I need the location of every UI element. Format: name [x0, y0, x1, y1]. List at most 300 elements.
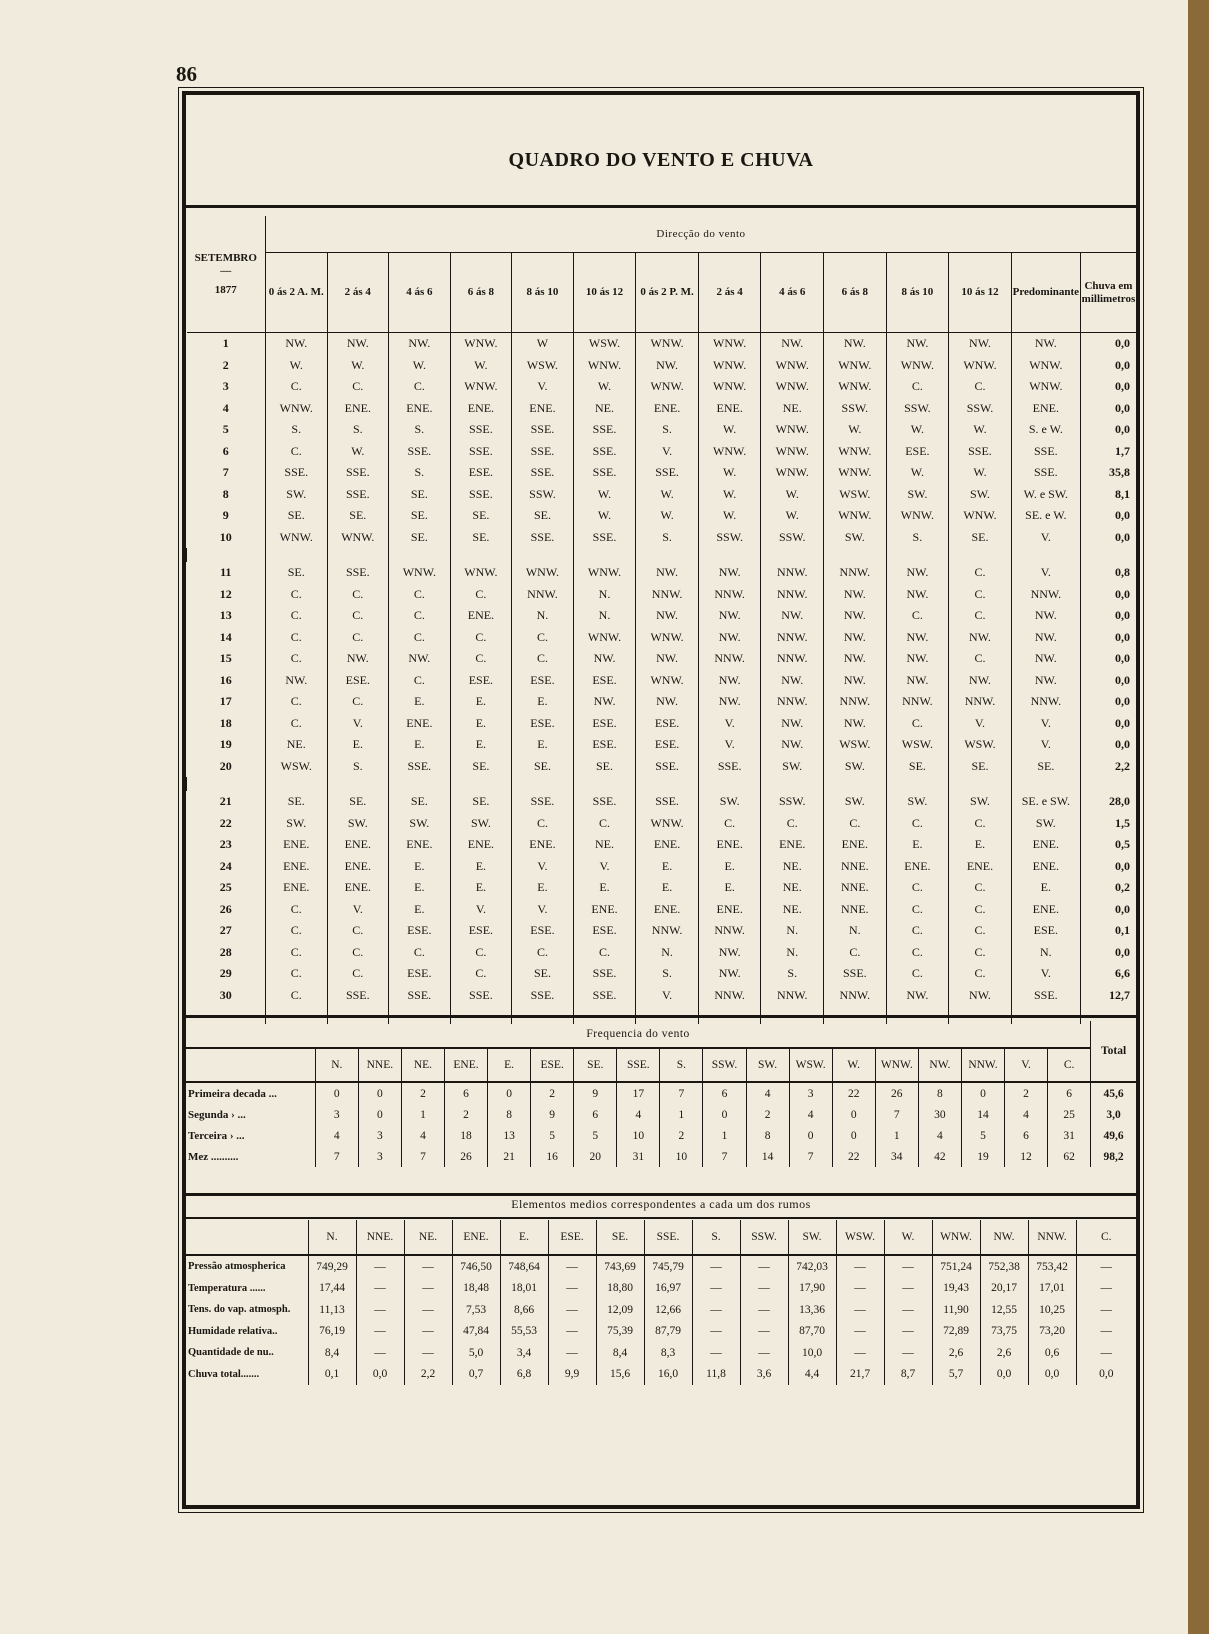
day-cell: 30: [219, 987, 232, 1002]
dash-cell: —: [219, 1007, 232, 1022]
wind-cell: SSW.: [761, 791, 824, 813]
frequency-row-label: Segunda › ...: [188, 1108, 246, 1121]
elements-cell: 0,0: [980, 1364, 1028, 1386]
elements-cell: 17,90: [788, 1278, 836, 1300]
frequency-cell: 31: [1048, 1125, 1091, 1146]
table-row: [187, 877, 1137, 899]
elements-cell: —: [884, 1342, 932, 1364]
frequency-cell: 2: [660, 1125, 703, 1146]
wind-cell: C.: [886, 963, 949, 985]
wind-cell: W.: [573, 376, 636, 398]
wind-cell: WNW.: [450, 562, 512, 584]
wind-cell: C.: [389, 584, 451, 606]
wind-cell: NW.: [698, 691, 761, 713]
table-row: [187, 462, 1137, 484]
wind-cell: W. e SW.: [1011, 484, 1080, 506]
frequency-cell: 5: [531, 1125, 574, 1146]
frequency-cell: 4: [1005, 1104, 1048, 1125]
wind-cell: E.: [698, 877, 761, 899]
direction-column-header: 8 ás 10: [512, 253, 574, 333]
wind-cell: SE.: [389, 484, 451, 506]
dash-cell: —: [636, 1006, 699, 1024]
wind-cell: NW.: [824, 670, 887, 692]
wind-cell: C.: [824, 813, 887, 835]
elements-cell: 12,66: [644, 1299, 692, 1321]
frequency-column-header: NNW.: [961, 1048, 1004, 1082]
gap-cell: [1080, 777, 1136, 791]
wind-cell: SSW.: [761, 527, 824, 549]
wind-cell: SSW.: [698, 527, 761, 549]
wind-cell: SSE.: [327, 985, 389, 1007]
wind-cell: SE.: [886, 756, 949, 778]
wind-cell: SSE.: [636, 756, 699, 778]
frequency-cell: 21: [488, 1146, 531, 1167]
wind-cell: S.: [327, 419, 389, 441]
wind-cell: SSE.: [512, 419, 574, 441]
wind-cell: SE. e W.: [1011, 505, 1080, 527]
elements-cell: —: [884, 1255, 932, 1278]
wind-cell: SSW.: [886, 398, 949, 420]
wind-cell: W.: [636, 505, 699, 527]
table-row: [187, 484, 1137, 506]
elements-cell: —: [356, 1299, 404, 1321]
day-cell: 2: [222, 357, 229, 372]
wind-cell: ENE.: [636, 398, 699, 420]
wind-cell: ENE.: [636, 834, 699, 856]
wind-cell: WSW.: [949, 734, 1012, 756]
frequency-cell: 6: [1048, 1082, 1091, 1104]
wind-cell: W.: [949, 462, 1012, 484]
wind-cell: ENE.: [327, 856, 389, 878]
elements-rule: [186, 1193, 1136, 1196]
wind-cell: WNW.: [698, 376, 761, 398]
frequency-cell: 6: [703, 1082, 746, 1104]
wind-cell: C.: [389, 376, 451, 398]
day-cell: 1: [222, 336, 229, 351]
wind-cell: NNW.: [698, 985, 761, 1007]
frequency-cell: 7: [789, 1146, 832, 1167]
frequency-cell: 3: [358, 1125, 401, 1146]
wind-cell: WNW.: [698, 333, 761, 355]
elements-cell: 13,36: [788, 1299, 836, 1321]
wind-cell: SE.: [573, 756, 636, 778]
frequency-total: 98,2: [1091, 1146, 1136, 1167]
table-row: [186, 1125, 1136, 1146]
frequency-cell: 25: [1048, 1104, 1091, 1125]
wind-cell: SSE.: [512, 527, 574, 549]
wind-cell: C.: [512, 813, 574, 835]
wind-cell: SW.: [824, 527, 887, 549]
day-cell: 29: [219, 966, 232, 981]
day-cell: 9: [222, 508, 229, 523]
frequency-cell: 34: [875, 1146, 918, 1167]
frequency-cell: 3: [315, 1104, 358, 1125]
elements-cell: 47,84: [452, 1321, 500, 1343]
wind-cell: E.: [636, 877, 699, 899]
wind-cell: C.: [886, 713, 949, 735]
wind-cell: W.: [886, 419, 949, 441]
frequency-cell: 10: [660, 1146, 703, 1167]
elements-row-label: Chuva total.......: [188, 1368, 260, 1380]
elements-cell: 746,50: [452, 1255, 500, 1278]
wind-cell: C.: [265, 942, 327, 964]
table-row: [187, 756, 1137, 778]
elements-column-header: WNW.: [932, 1220, 980, 1255]
frequency-cell: 4: [401, 1125, 444, 1146]
wind-cell: NW.: [573, 648, 636, 670]
wind-cell: V.: [512, 376, 574, 398]
wind-cell: SE.: [389, 791, 451, 813]
wind-cell: W.: [761, 484, 824, 506]
book-edge: [1188, 0, 1209, 1634]
table-row: [187, 713, 1137, 735]
rain-cell: 0,0: [1080, 505, 1136, 527]
elements-cell: 745,79: [644, 1255, 692, 1278]
frequency-cell: 7: [660, 1082, 703, 1104]
day-cell: 7: [222, 465, 229, 480]
table-row: [187, 899, 1137, 921]
wind-cell: SE.: [265, 791, 327, 813]
wind-cell: N.: [512, 605, 574, 627]
frequency-cell: 6: [1005, 1125, 1048, 1146]
wind-cell: SW.: [698, 791, 761, 813]
wind-cell: E.: [512, 877, 574, 899]
wind-cell: WSW.: [573, 333, 636, 355]
frequency-rule: [186, 1015, 1136, 1018]
elements-column-header: WSW.: [836, 1220, 884, 1255]
table-row: [186, 1321, 1136, 1343]
frequency-cell: 22: [832, 1146, 875, 1167]
elements-cell: 19,43: [932, 1278, 980, 1300]
wind-cell: E.: [886, 834, 949, 856]
wind-cell: NW.: [824, 584, 887, 606]
wind-cell: NW.: [698, 627, 761, 649]
wind-cell: S. e W.: [1011, 419, 1080, 441]
elements-cell: —: [692, 1321, 740, 1343]
elements-cell: —: [884, 1299, 932, 1321]
elements-column-header: N.: [308, 1220, 356, 1255]
wind-cell: S.: [265, 419, 327, 441]
wind-cell: NW.: [698, 942, 761, 964]
wind-cell: ESE.: [389, 963, 451, 985]
wind-cell: V.: [327, 713, 389, 735]
wind-cell: NW.: [761, 333, 824, 355]
wind-cell: WNW.: [761, 462, 824, 484]
frequency-column-header: W.: [832, 1048, 875, 1082]
wind-cell: SSE.: [573, 963, 636, 985]
wind-cell: W.: [698, 462, 761, 484]
elements-row-label: Temperatura ......: [188, 1282, 266, 1294]
rain-cell: 0,2: [1080, 877, 1136, 899]
frequency-cell: 0: [703, 1104, 746, 1125]
frequency-cell: 1: [401, 1104, 444, 1125]
wind-cell: C.: [327, 376, 389, 398]
elements-cell: —: [356, 1278, 404, 1300]
wind-cell: W.: [698, 484, 761, 506]
wind-cell: NW.: [886, 985, 949, 1007]
wind-cell: V.: [636, 985, 699, 1007]
elements-subrule: [186, 1217, 1136, 1219]
frequency-cell: 6: [574, 1104, 617, 1125]
elements-column-header: NNE.: [356, 1220, 404, 1255]
frequency-column-header: NNE.: [358, 1048, 401, 1082]
wind-cell: N.: [761, 920, 824, 942]
frequency-column-header: SE.: [574, 1048, 617, 1082]
wind-cell: ENE.: [1011, 398, 1080, 420]
table-row: [187, 648, 1137, 670]
elements-cell: 11,90: [932, 1299, 980, 1321]
frequency-cell: 13: [488, 1125, 531, 1146]
wind-cell: C.: [450, 942, 512, 964]
frequency-cell: 4: [789, 1104, 832, 1125]
gap-cell: [512, 777, 574, 791]
frequency-cell: 7: [703, 1146, 746, 1167]
dash-cell: —: [327, 1006, 389, 1024]
wind-cell: ENE.: [450, 605, 512, 627]
wind-cell: SSE.: [389, 441, 451, 463]
elements-header: Elementos medios correspondentes a cada um dos rumos: [511, 1197, 811, 1211]
elements-cell: —: [836, 1278, 884, 1300]
gap-cell: [1011, 548, 1080, 562]
elements-cell: —: [404, 1255, 452, 1278]
elements-cell: —: [1076, 1321, 1136, 1343]
gap-cell: [389, 777, 451, 791]
wind-cell: E.: [450, 856, 512, 878]
wind-cell: SSE.: [573, 791, 636, 813]
wind-cell: C.: [265, 605, 327, 627]
rain-cell: 0,1: [1080, 920, 1136, 942]
wind-cell: C.: [949, 813, 1012, 835]
table-row: [187, 834, 1137, 856]
wind-cell: SE.: [265, 505, 327, 527]
elements-row-label: Pressão atmospherica: [188, 1261, 286, 1273]
frequency-column-header: WNW.: [875, 1048, 918, 1082]
table-row: [186, 1364, 1136, 1386]
wind-cell: SSE.: [327, 562, 389, 584]
wind-cell: SSE.: [698, 756, 761, 778]
wind-cell: WNW.: [698, 355, 761, 377]
elements-cell: 18,01: [500, 1278, 548, 1300]
direction-column-header: 4 ás 6: [761, 253, 824, 333]
wind-cell: NW.: [949, 670, 1012, 692]
table-row: [186, 1104, 1136, 1125]
direction-column-header: 2 ás 4: [698, 253, 761, 333]
elements-cell: 9,9: [548, 1364, 596, 1386]
wind-cell: WNW.: [389, 562, 451, 584]
wind-cell: C.: [573, 942, 636, 964]
elements-cell: 0,1: [308, 1364, 356, 1386]
wind-cell: ENE.: [1011, 899, 1080, 921]
wind-cell: V.: [698, 713, 761, 735]
wind-cell: SE.: [1011, 756, 1080, 778]
wind-cell: NE.: [761, 899, 824, 921]
wind-cell: SE.: [327, 505, 389, 527]
wind-cell: C.: [949, 942, 1012, 964]
elements-cell: 753,42: [1028, 1255, 1076, 1278]
wind-cell: C.: [327, 584, 389, 606]
wind-cell: ENE.: [698, 899, 761, 921]
wind-cell: C.: [389, 670, 451, 692]
frequency-cell: 22: [832, 1082, 875, 1104]
frequency-cell: 8: [746, 1125, 789, 1146]
rain-cell: 12,7: [1080, 985, 1136, 1007]
elements-cell: 3,6: [740, 1364, 788, 1386]
wind-cell: ENE.: [265, 877, 327, 899]
wind-cell: ESE.: [389, 920, 451, 942]
wind-cell: SSE.: [1011, 985, 1080, 1007]
wind-cell: SW.: [886, 484, 949, 506]
wind-cell: WSW.: [824, 734, 887, 756]
rain-cell: 1,5: [1080, 813, 1136, 835]
direction-column-header: 0 ás 2 A. M.: [265, 253, 327, 333]
elements-cell: 2,6: [980, 1342, 1028, 1364]
wind-cell: ENE.: [512, 834, 574, 856]
elements-cell: —: [548, 1299, 596, 1321]
rain-cell: 0,0: [1080, 605, 1136, 627]
elements-cell: 751,24: [932, 1255, 980, 1278]
wind-cell: C.: [327, 691, 389, 713]
frequency-cell: 14: [961, 1104, 1004, 1125]
wind-cell: NNW.: [949, 691, 1012, 713]
wind-cell: W.: [886, 462, 949, 484]
wind-cell: V.: [512, 856, 574, 878]
elements-cell: 12,09: [596, 1299, 644, 1321]
wind-cell: ESE.: [512, 670, 574, 692]
elements-column-header: SW.: [788, 1220, 836, 1255]
elements-row-label: Quantidade de nu..: [188, 1347, 274, 1359]
elements-cell: —: [836, 1342, 884, 1364]
wind-cell: SSE.: [265, 462, 327, 484]
wind-cell: C.: [327, 627, 389, 649]
table-row: [187, 985, 1137, 1007]
wind-cell: ENE.: [761, 834, 824, 856]
wind-cell: C.: [512, 627, 574, 649]
frequency-row-label: Mez ..........: [188, 1150, 239, 1163]
wind-cell: SE.: [265, 562, 327, 584]
wind-cell: NNW.: [886, 691, 949, 713]
wind-cell: NW.: [949, 985, 1012, 1007]
day-cell: 10: [219, 529, 232, 544]
dash-cell: —: [1011, 1006, 1080, 1024]
wind-cell: C.: [327, 920, 389, 942]
frequency-cell: 8: [918, 1082, 961, 1104]
wind-cell: WNW.: [761, 376, 824, 398]
table-row: [187, 584, 1137, 606]
wind-cell: E.: [327, 734, 389, 756]
frequency-column-header: SW.: [746, 1048, 789, 1082]
wind-cell: ESE.: [450, 462, 512, 484]
wind-cell: SSW.: [949, 398, 1012, 420]
wind-cell: C.: [327, 605, 389, 627]
wind-cell: WNW.: [698, 441, 761, 463]
wind-cell: SSE.: [512, 791, 574, 813]
table-row: [187, 605, 1137, 627]
gap-cell: [886, 777, 949, 791]
frequency-table: [186, 1021, 1136, 1167]
elements-cell: —: [836, 1321, 884, 1343]
wind-cell: ESE.: [1011, 920, 1080, 942]
wind-cell: C.: [389, 942, 451, 964]
wind-cell: C.: [949, 648, 1012, 670]
wind-cell: NNW.: [824, 562, 887, 584]
wind-cell: SW.: [886, 791, 949, 813]
wind-cell: C.: [389, 605, 451, 627]
wind-cell: SSE.: [949, 441, 1012, 463]
wind-cell: NNE.: [824, 899, 887, 921]
wind-cell: SE. e SW.: [1011, 791, 1080, 813]
wind-cell: NW.: [824, 713, 887, 735]
wind-cell: WNW.: [450, 333, 512, 355]
elements-cell: 87,70: [788, 1321, 836, 1343]
wind-cell: V.: [512, 899, 574, 921]
gap-cell: [573, 777, 636, 791]
frequency-cell: 14: [746, 1146, 789, 1167]
frequency-cell: 19: [961, 1146, 1004, 1167]
wind-cell: C.: [949, 899, 1012, 921]
day-cell: 13: [219, 608, 232, 623]
wind-cell: E.: [450, 713, 512, 735]
year-label: 1877: [214, 283, 237, 296]
table-row: [187, 942, 1137, 964]
wind-cell: E.: [636, 856, 699, 878]
gap-cell: [698, 548, 761, 562]
wind-cell: WNW.: [636, 333, 699, 355]
elements-cell: 18,48: [452, 1278, 500, 1300]
wind-cell: S.: [886, 527, 949, 549]
elements-cell: 11,13: [308, 1299, 356, 1321]
wind-cell: SW.: [761, 756, 824, 778]
wind-cell: NE.: [573, 834, 636, 856]
wind-cell: N.: [636, 942, 699, 964]
wind-cell: NW.: [636, 691, 699, 713]
frequency-cell: 31: [617, 1146, 660, 1167]
frequency-total: 49,6: [1091, 1125, 1136, 1146]
frequency-cell: 6: [444, 1082, 487, 1104]
wind-cell: SSE.: [450, 484, 512, 506]
wind-cell: S.: [327, 756, 389, 778]
day-cell: 26: [219, 901, 232, 916]
table-row: [187, 963, 1137, 985]
gap-cell: [949, 777, 1012, 791]
elements-cell: —: [404, 1299, 452, 1321]
wind-cell: E.: [450, 734, 512, 756]
frequency-cell: 0: [789, 1125, 832, 1146]
wind-cell: W.: [265, 355, 327, 377]
wind-cell: W.: [573, 505, 636, 527]
frequency-cell: 8: [488, 1104, 531, 1125]
wind-cell: WNW.: [761, 419, 824, 441]
wind-cell: WNW.: [636, 670, 699, 692]
rain-cell: 0,0: [1080, 398, 1136, 420]
wind-cell: E.: [573, 877, 636, 899]
elements-cell: 55,53: [500, 1321, 548, 1343]
direction-column-header: 10 ás 12: [573, 253, 636, 333]
wind-cell: ESE.: [573, 734, 636, 756]
day-cell: 14: [219, 629, 232, 644]
wind-cell: ENE.: [886, 856, 949, 878]
wind-cell: N.: [761, 942, 824, 964]
wind-cell: C.: [886, 605, 949, 627]
wind-cell: C.: [886, 813, 949, 835]
wind-cell: WNW.: [512, 562, 574, 584]
wind-cell: NNW.: [698, 648, 761, 670]
wind-cell: ENE.: [389, 834, 451, 856]
elements-cell: 0,6: [1028, 1342, 1076, 1364]
wind-cell: SW.: [265, 484, 327, 506]
gap-cell: [1080, 548, 1136, 562]
wind-cell: NNW.: [512, 584, 574, 606]
gap-cell: [265, 777, 327, 791]
